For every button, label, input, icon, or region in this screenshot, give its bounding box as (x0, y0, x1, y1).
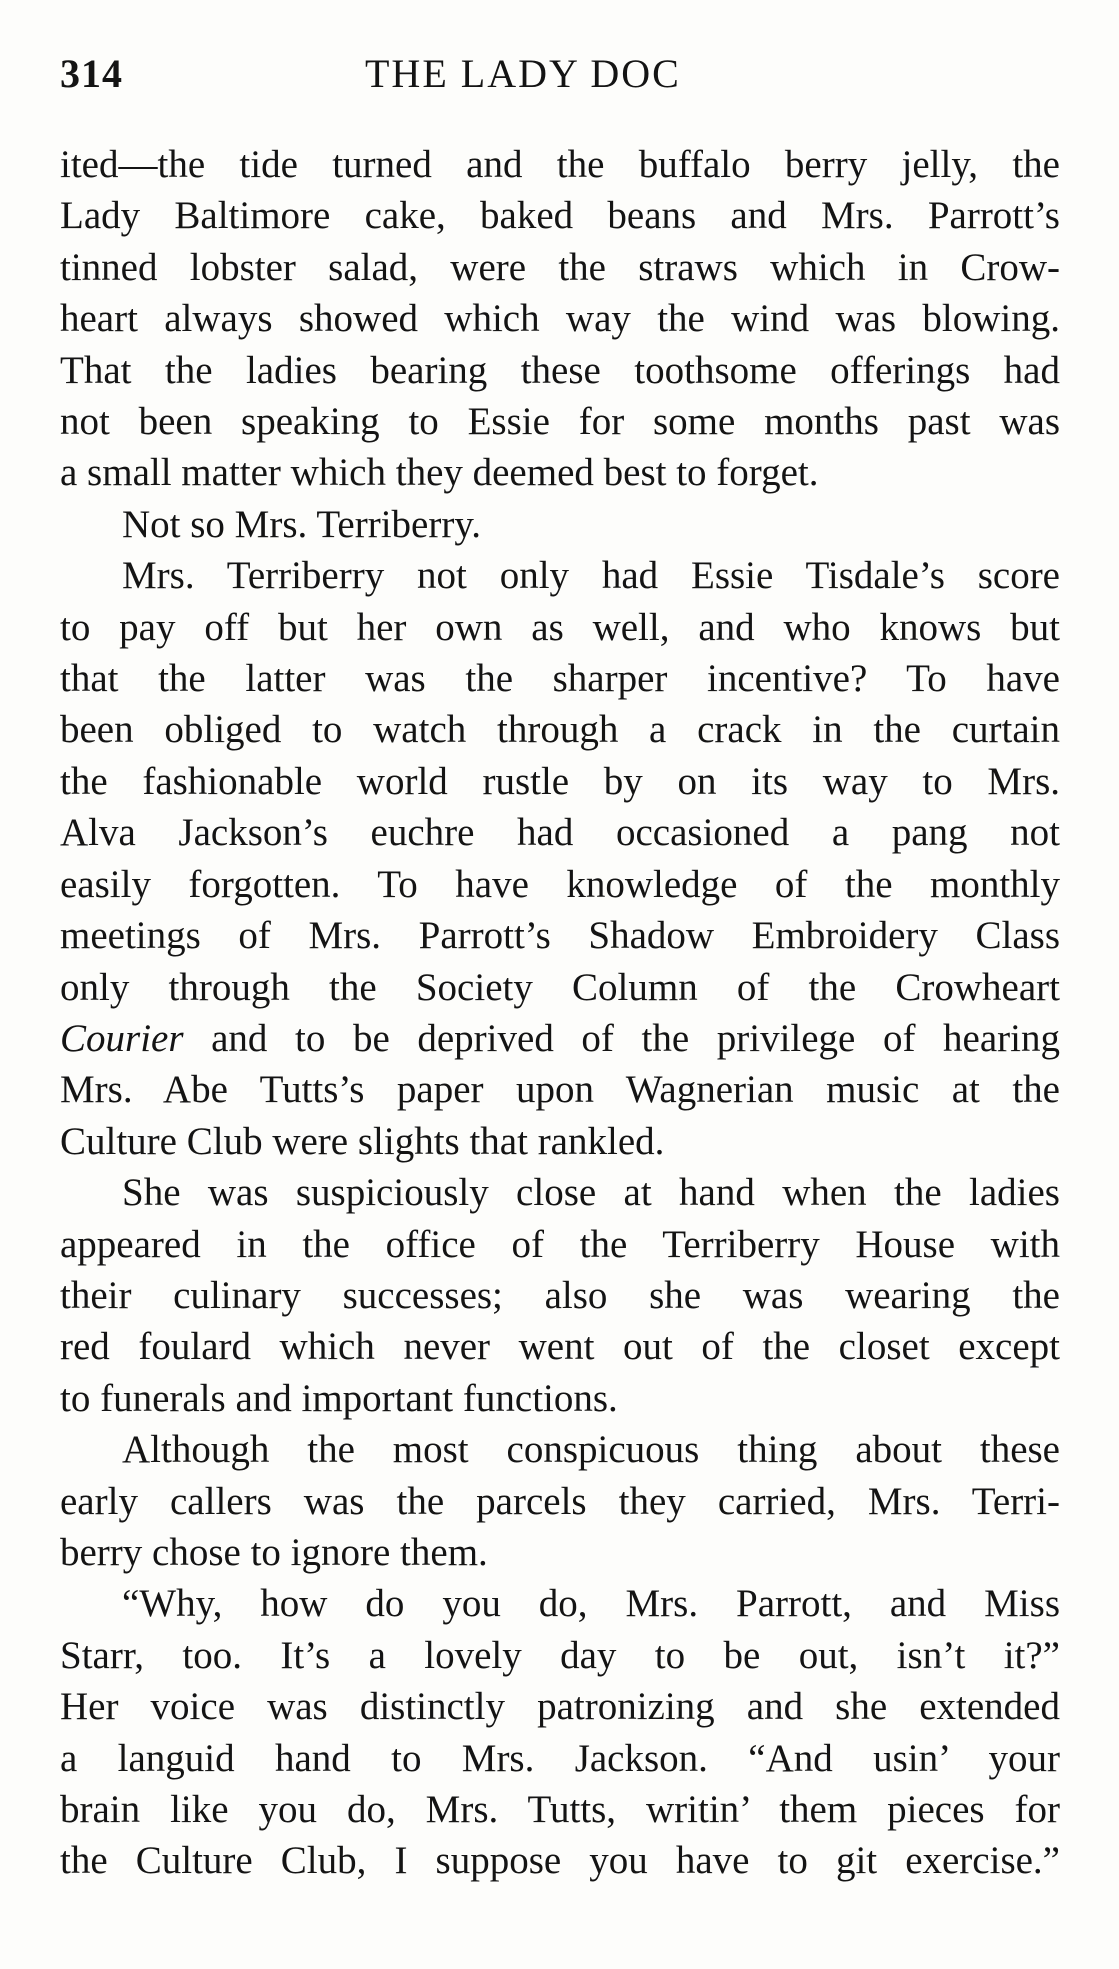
text-line: early callers was the parcels they carried, Mrs. Terri- (60, 1479, 1060, 1523)
text-line: Although the most conspicuous thing about these (122, 1428, 1060, 1472)
text-line: the fashionable world rustle by on its way to Mrs. (60, 759, 1060, 803)
text-line: She was suspiciously close at hand when the ladies (122, 1171, 1060, 1215)
text-line: meetings of Mrs. Parrott’s Shadow Embroidery Class (60, 914, 1060, 958)
text-line: not been speaking to Essie for some months past was (60, 400, 1060, 444)
paragraph-3 (60, 550, 1060, 1167)
page-header (60, 50, 1060, 110)
text-line: ited—the tide turned and the buffalo berry jelly, the (60, 143, 1060, 186)
text-line: Culture Club were slights that rankled. (60, 1119, 665, 1163)
paragraph-2 (60, 499, 1060, 550)
paragraph-4 (60, 1167, 1060, 1424)
text-line: to pay off but her own as well, and who knows but (60, 605, 1060, 649)
text-line: appeared in the office of the Terriberry House with (60, 1222, 1060, 1266)
running-head: THE LADY DOC (365, 51, 681, 96)
text-line: a small matter which they deemed best to forget. (60, 451, 819, 495)
text-line: Her voice was distinctly patronizing and she extended (60, 1685, 1060, 1729)
text-line: Lady Baltimore cake, baked beans and Mrs. Parrott’s (60, 194, 1060, 238)
text-line: easily forgotten. To have knowledge of the monthly (60, 862, 1060, 906)
text-line: to funerals and important functions. (60, 1376, 618, 1420)
page-number: 314 (60, 51, 123, 96)
paragraph-6 (60, 1578, 1060, 1886)
italic-newspaper-name: Courier (60, 1016, 184, 1060)
text-line: a languid hand to Mrs. Jackson. “And usin’ your (60, 1736, 1060, 1780)
text-line: brain like you do, Mrs. Tutts, writin’ them pieces for (60, 1788, 1060, 1831)
text-line: only through the Society Column of the Crowheart (60, 965, 1060, 1009)
body-text (60, 139, 1060, 1887)
text-line: been obliged to watch through a crack in the curtain (60, 708, 1060, 752)
text-line-with-italic (60, 1013, 1060, 1064)
text-line: red foulard which never went out of the closet except (60, 1325, 1060, 1369)
text-line: the Culture Club, I suppose you have to git exercise.” (60, 1839, 1060, 1883)
text-line: Starr, too. It’s a lovely day to be out, isn’t it?” (60, 1633, 1060, 1677)
text-line: That the ladies bearing these toothsome offerings had (60, 348, 1060, 392)
text-line: Mrs. Terriberry not only had Essie Tisdale’s score (122, 554, 1060, 598)
text-line: that the latter was the sharper incentive? To have (60, 657, 1060, 701)
text-line: Not so Mrs. Terriberry. (122, 502, 482, 546)
text-fragment: and to be deprived of the privilege of hearing (183, 1016, 1060, 1060)
text-line: tinned lobster salad, were the straws which in Crow- (60, 245, 1060, 289)
text-line: Mrs. Abe Tutts’s paper upon Wagnerian music at the (60, 1068, 1060, 1112)
paragraph-5 (60, 1424, 1060, 1578)
text-line: berry chose to ignore them. (60, 1530, 488, 1574)
text-line: their culinary successes; also she was wearing the (60, 1273, 1060, 1317)
text-line: Alva Jackson’s euchre had occasioned a pang not (60, 811, 1060, 855)
text-line: heart always showed which way the wind was blowing. (60, 297, 1060, 341)
text-line: “Why, how do you do, Mrs. Parrott, and Miss (122, 1582, 1060, 1626)
paragraph-1 (60, 139, 1060, 499)
